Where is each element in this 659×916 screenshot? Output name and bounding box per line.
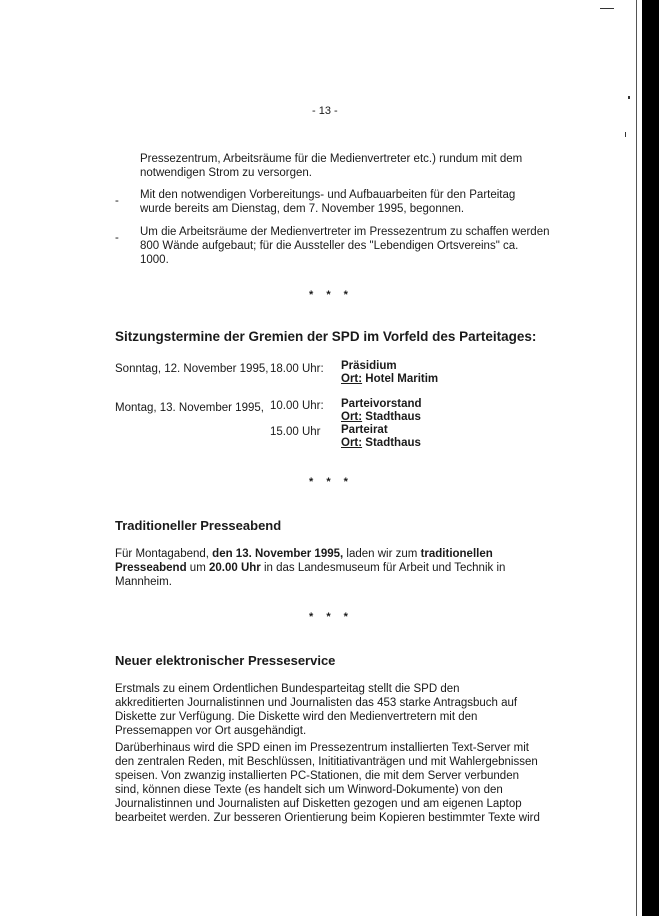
- separator: * * *: [309, 289, 353, 301]
- schedule-time: 18.00 Uhr:: [270, 363, 324, 375]
- presseabend-paragraph: [115, 547, 510, 589]
- location-value: Hotel Maritim: [365, 373, 439, 385]
- schedule-date: Sonntag, 12. November 1995,: [115, 363, 269, 375]
- scan-speck: [600, 8, 614, 9]
- text-run-bold: den 13. November 1995,: [212, 548, 344, 560]
- schedule-body: Parteirat: [341, 424, 388, 436]
- page-number: - 13 -: [312, 105, 338, 117]
- presseservice-paragraph-2: Darüberhinaus wird die SPD einen im Pressezentrum installierten Text-Server mit den zentralen Reden, mit Beschlüssen, Inititiativanträgen und mit Wahlergebnissen speisen. Von zwanzig installierten PC-Stationen, die mit dem Server verbunden sind, können diese Texte (es handelt sich um Winword-Dokumente) von den Journalistinnen und Journalisten auf Disketten gezogen und am eigenen Laptop bearbeitet werden. Zur besseren Orientierung beim Kopieren bestimmter Texte wird: [115, 742, 540, 824]
- schedule-location: [341, 437, 421, 450]
- location-value: Stadthaus: [365, 411, 421, 423]
- bullet-dash: -: [115, 195, 119, 207]
- separator: * * *: [309, 611, 353, 623]
- location-value: Stadthaus: [365, 437, 421, 449]
- schedule-time: 15.00 Uhr: [270, 426, 321, 438]
- scan-edge: [642, 0, 659, 916]
- text-run: in das Landesmuseum für Arbeit und Technik in Mannheim.: [115, 562, 506, 588]
- presseservice-paragraph-1: Erstmals zu einem Ordentlichen Bundesparteitag stellt die SPD den akkreditierten Journalistinnen und Journalisten das 453 starke Antragsbuch auf Diskette zur Verfügung. Die Diskette wird den Medienvertretern mit den Pressemappen vor Ort ausgehändigt.: [115, 683, 518, 737]
- scan-speck: [625, 132, 626, 137]
- text-run: Für Montagabend,: [115, 548, 213, 560]
- location-label: Ort:: [341, 411, 363, 423]
- bullet-text: Um die Arbeitsräume der Medienvertreter im Pressezentrum zu schaffen werden 800 Wände aufgebaut; für die Aussteller des "Lebendigen Ortsvereins" ca. 1000.: [140, 226, 550, 266]
- text-run-bold: 20.00 Uhr: [208, 562, 261, 574]
- bullet-dash: -: [115, 232, 119, 244]
- section-heading-presseabend: Traditioneller Presseabend: [115, 518, 282, 533]
- schedule-location: [341, 411, 421, 424]
- schedule-body: Präsidium: [341, 360, 397, 372]
- text-run: um: [186, 562, 209, 574]
- text-run: laden wir zum: [343, 548, 421, 560]
- continuation-paragraph: Pressezentrum, Arbeitsräume für die Medienvertreter etc.) rundum mit dem notwendigen Strom zu versorgen.: [140, 153, 523, 179]
- schedule-time: 10.00 Uhr:: [270, 400, 324, 412]
- section-heading-sitzungstermine: Sitzungstermine der Gremien der SPD im Vorfeld des Parteitages:: [115, 329, 537, 344]
- location-label: Ort:: [341, 437, 363, 449]
- bullet-text: Mit den notwendigen Vorbereitungs- und Aufbauarbeiten für den Parteitag wurde bereits am Dienstag, dem 7. November 1995, begonnen.: [140, 189, 516, 215]
- scan-speck: [628, 96, 630, 99]
- schedule-body: Parteivorstand: [341, 398, 422, 410]
- scan-edge-line: [636, 0, 637, 916]
- schedule-date: Montag, 13. November 1995,: [115, 402, 264, 414]
- schedule-location: [341, 373, 438, 386]
- text-run-bold: traditionellen Presseabend: [115, 548, 493, 574]
- section-heading-presseservice: Neuer elektronischer Presseservice: [115, 653, 336, 668]
- location-label: Ort:: [341, 373, 363, 385]
- separator: * * *: [309, 476, 353, 488]
